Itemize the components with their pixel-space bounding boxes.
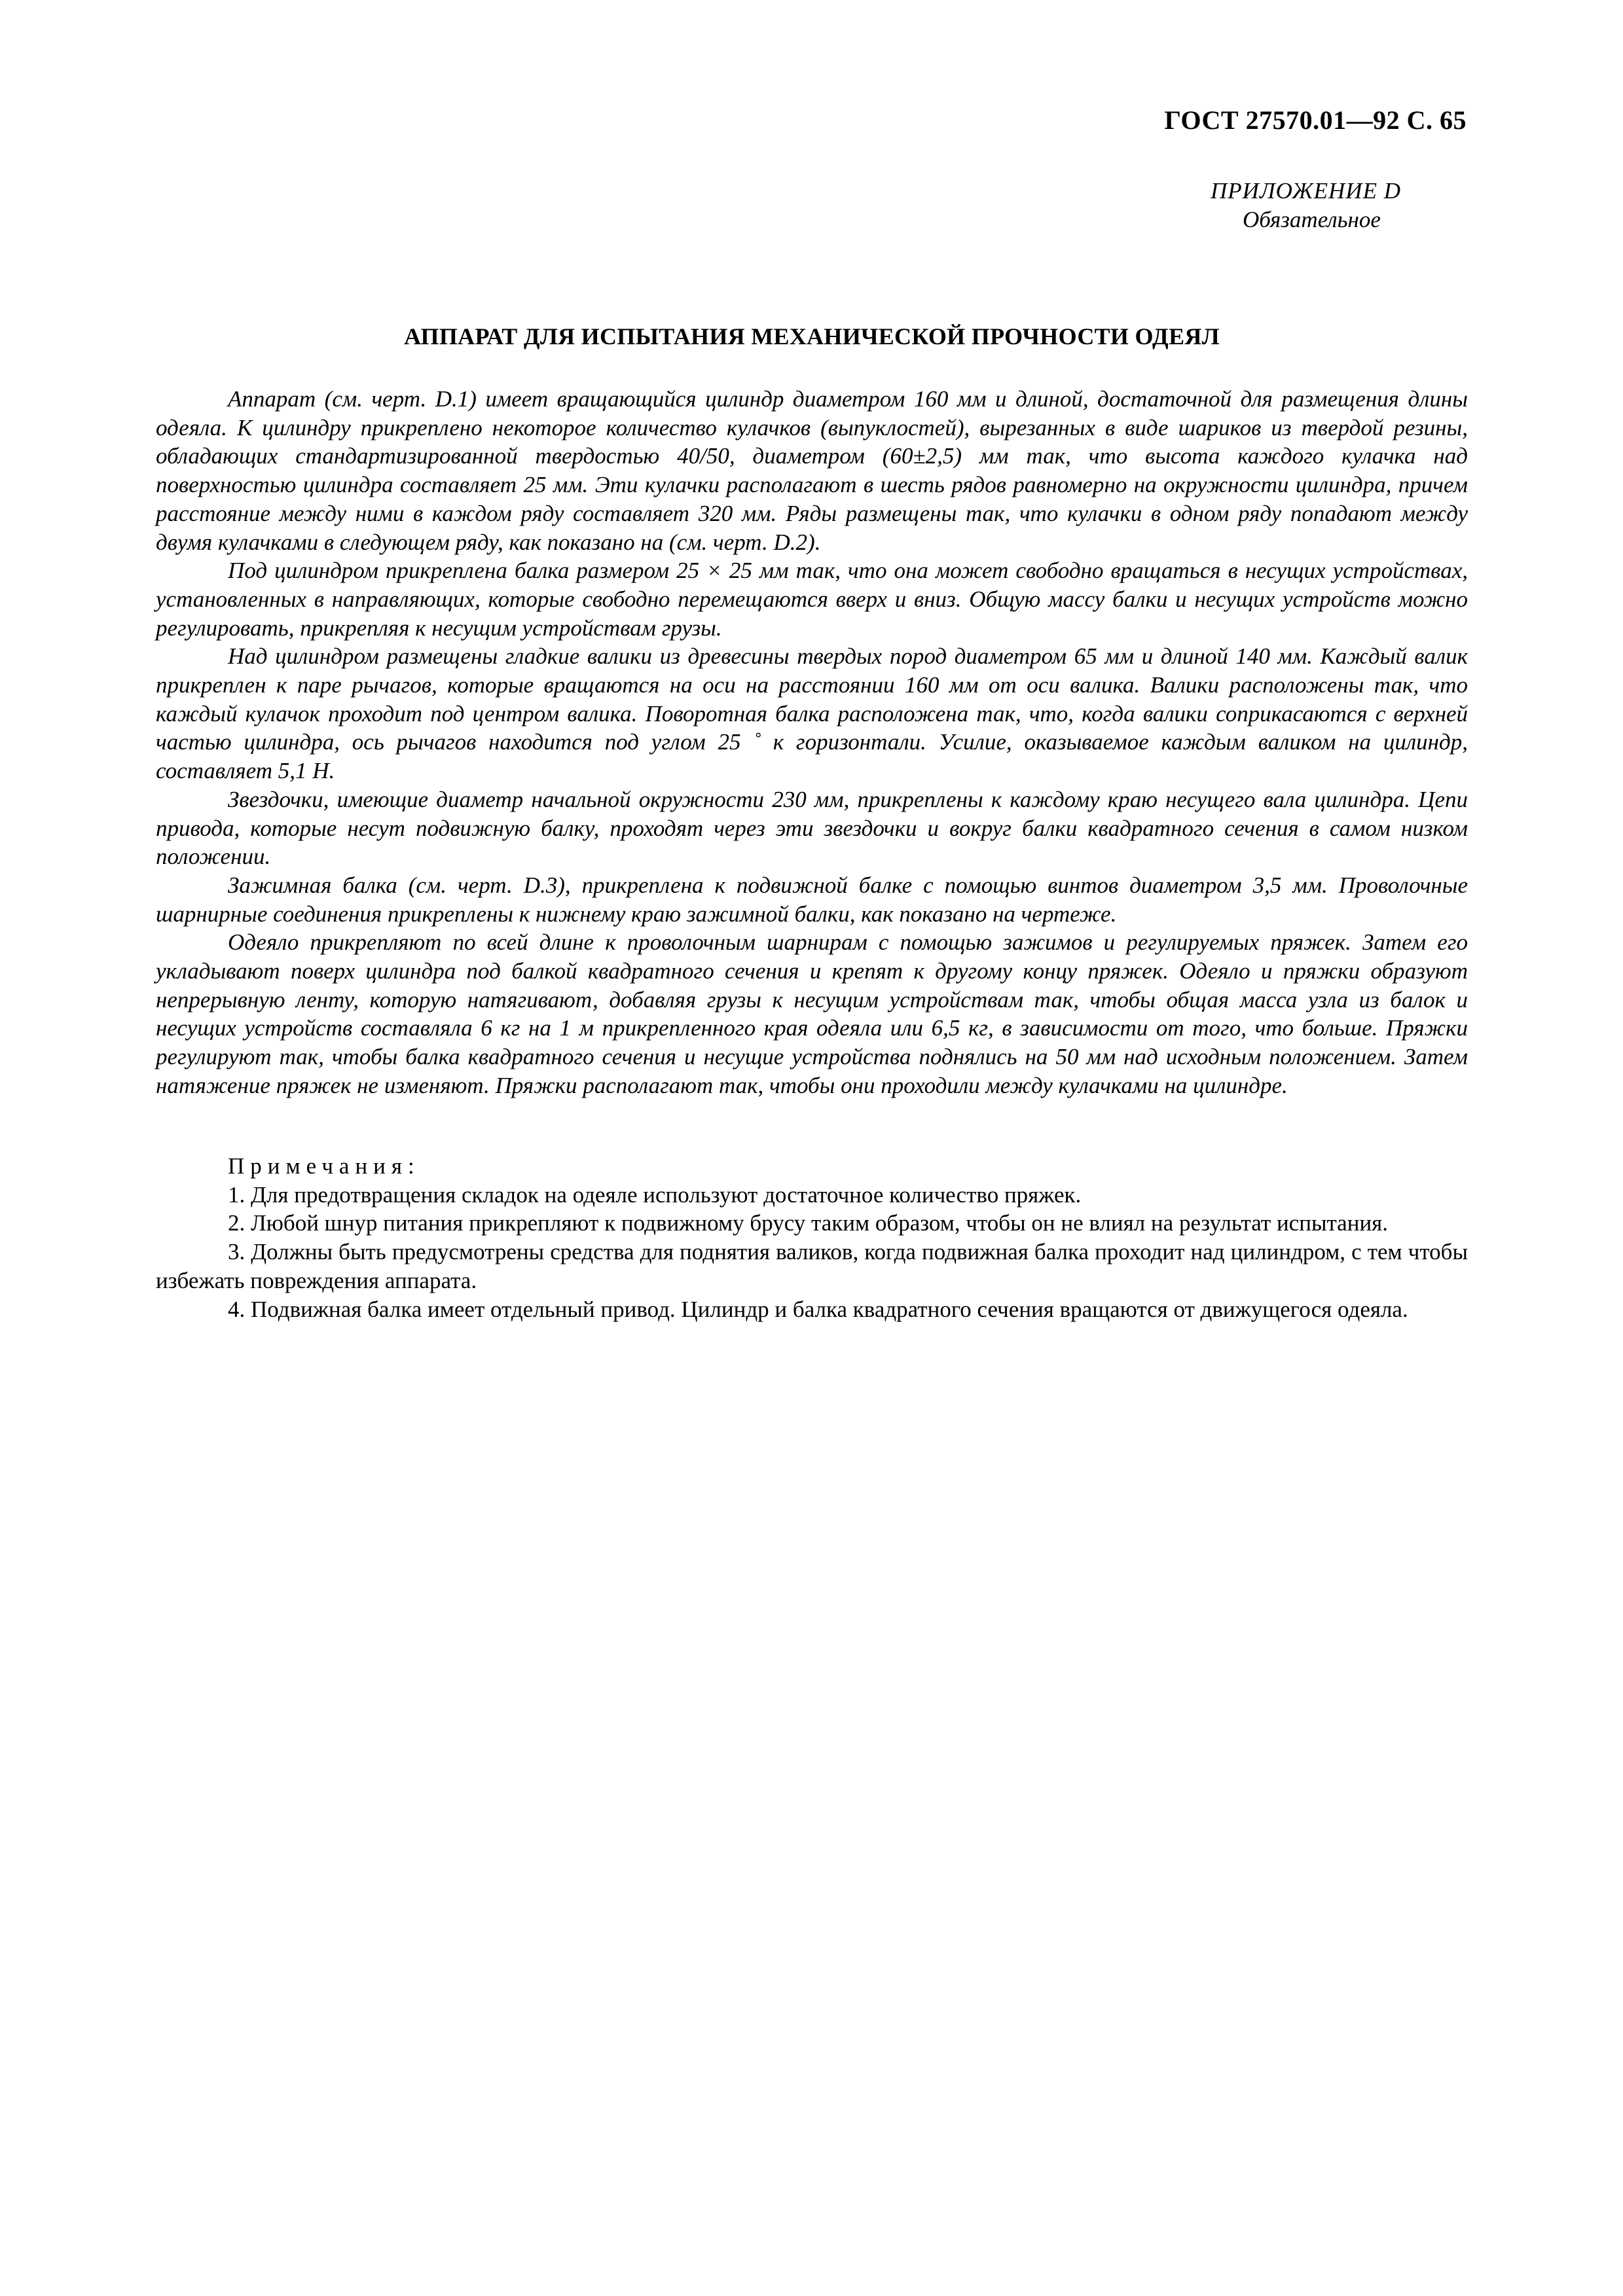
appendix-label: [1048, 177, 1401, 234]
page-header: ГОСТ 27570.01—92 С. 65: [1164, 105, 1467, 135]
note-item: 2. Любой шнур питания прикрепляют к подвижному брусу таким образом, чтобы он не влиял на результат испытания.: [228, 1210, 1389, 1236]
note-item: 1. Для предотвращения складок на одеяле используют достаточное количество пряжек.: [228, 1181, 1082, 1208]
appendix-status: Обязательное: [1243, 207, 1381, 232]
note-item: 3. Должны быть предусмотрены средства для поднятия валиков, когда подвижная балка проходит над цилиндром, с тем чтобы избежать повреждения аппарата.: [156, 1239, 1468, 1293]
body-text: [156, 385, 1468, 1100]
appendix-title: ПРИЛОЖЕНИЕ D: [1211, 178, 1401, 204]
paragraph: Под цилиндром прикреплена балка размером 25 × 25 мм так, что она может свободно вращаться в несущих устройствах, установленных в направляющих, которые свободно перемещаются вверх и вниз. Общую массу балки и несущих устройств можно регулировать, прикрепляя к несущим устройствам грузы.: [156, 558, 1468, 641]
paragraph: Одеяло прикрепляют по всей длине к проволочным шарнирам с помощью зажимов и регулируемых пряжек. Затем его укладывают поверх цилиндра под балкой квадратного сечения и крепят к другому концу пряжек. Одеяло и пряжки образуют непрерывную ленту, которую натягивают, добавляя грузы к несущим устройствам так, чтобы общая масса узла из балок и несущих устройств составляла 6 кг на 1 м прикрепленного края одеяла или 6,5 кг, в зависимости от того, что больше. Пряжки регулируют так, чтобы балка квадратного сечения и несущие устройства поднялись на 50 мм над исходным положением. Затем натяжение пряжек не изменяют. Пряжки располагают так, чтобы они проходили между кулачками на цилиндре.: [156, 929, 1468, 1098]
paragraph: Над цилиндром размещены гладкие валики из древесины твердых пород диаметром 65 мм и длиной 140 мм. Каждый валик прикреплен к паре рычагов, которые вращаются на оси на расстоянии 160 мм от оси валика. Валики расположены так, что каждый кулачок проходит под центром валика. Поворотная балка расположена так, что, когда валики соприкасаются с верхней частью цилиндра, ось рычагов находится под углом 25 ˚ к горизонтали. Усилие, оказываемое каждым валиком на цилиндр, составляет 5,1 Н.: [156, 643, 1468, 784]
note-item: 4. Подвижная балка имеет отдельный привод. Цилиндр и балка квадратного сечения вращаются от движущегося одеяла.: [228, 1296, 1408, 1322]
document-title: АППАРАТ ДЛЯ ИСПЫТАНИЯ МЕХАНИЧЕСКОЙ ПРОЧНОСТИ ОДЕЯЛ: [404, 323, 1220, 350]
notes-title: Примечания:: [228, 1153, 420, 1179]
notes-section: [156, 1152, 1468, 1323]
paragraph: Звездочки, имеющие диаметр начальной окружности 230 мм, прикреплены к каждому краю несущего вала цилиндра. Цепи привода, которые несут подвижную балку, проходят через эти звездочки и вокруг балки квадратного сечения в самом низком положении.: [156, 786, 1468, 870]
paragraph: Аппарат (см. черт. D.1) имеет вращающийся цилиндр диаметром 160 мм и длиной, достаточной для размещения длины одеяла. К цилиндру прикреплено некоторое количество кулачков (выпуклостей), вырезанных в виде шариков из твердой резины, обладающих стандартизированной твердостью 40/50, диаметром (60±2,5) мм так, что высота каждого кулачка над поверхностью цилиндра составляет 25 мм. Эти кулачки располагают в шесть рядов равномерно на окружности цилиндра, причем расстояние между ними в каждом ряду составляет 320 мм. Ряды размещены так, что кулачки в одном ряду попадают между двумя кулачками в следующем ряду, как показано на (см. черт. D.2).: [156, 386, 1468, 555]
paragraph: Зажимная балка (см. черт. D.3), прикреплена к подвижной балке с помощью винтов диаметром 3,5 мм. Проволочные шарнирные соединения прикреплены к нижнему краю зажимной балки, как показано на чертеже.: [156, 872, 1468, 927]
